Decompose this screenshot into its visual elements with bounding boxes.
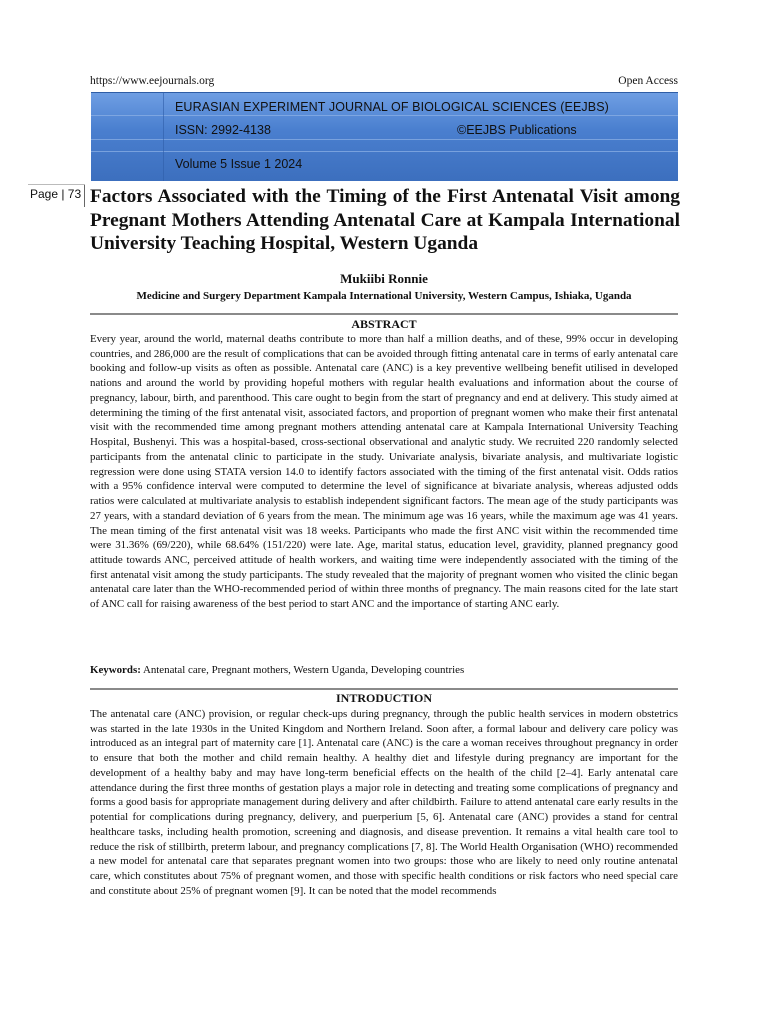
publisher: ©EEJBS Publications (457, 123, 577, 137)
journal-banner (91, 92, 678, 181)
section-rule (90, 313, 678, 315)
abstract-heading: ABSTRACT (351, 317, 417, 331)
running-header (90, 75, 678, 91)
keywords-label: Keywords: (90, 664, 141, 676)
issn: ISSN: 2992-4138 (175, 123, 271, 137)
abstract-text: Every year, around the world, maternal deaths contribute to more than half a million deaths, and of these, 99% occur in developing countries, and 286,000 are the result of complications that can be avoided through fitting antenatal care in terms of early antenatal care booking and follow-up visits as often as possible. Antenatal care (ANC) is a key preventive wellbeing benefit utilised in developed nations and around the world by providing hopeful mothers with regular health evaluations and information about the course of pregnancy, labour, birth, and parenthood. This care ought to begin from the start of pregnancy and end at delivery. This study aimed at determining the timing of the first antenatal visit, associated factors, and proportion of pregnant women who make their first antenatal visit with the recommended time among pregnant mothers attending antenatal care at Kampala International University Teaching Hospital, Bushenyi. This was a hospital-based, cross-sectional observational and analytic study. We recruited 220 randomly selected participants from the antenatal clinic to participate in the study. Univariate analysis, bivariate analysis, and multivariate logistic regression were done using STATA version 14.0 to identify factors associated with the timing of the first antenatal visit. Odds ratios with a 95% confidence interval were computed to determine the level of significance at bivariate analysis, whereas adjusted odds ratios were calculated at multivariate analysis to establish independent significant factors. The mean age of the study participants was 27 years, with a standard deviation of 6 years from the mean. The minimum age was 16 years, while the maximum age was 41 years. The mean timing of the first antenatal visit was 18 weeks. Participants who made the first ANC visit within the recommended time were 31.36% (69/220), while 68.64% (151/220) were late. Age, marital status, education level, gravidity, planned pregnancy good attitude towards ANC, perceived attitude of health workers, and waiting time were independently associated with the timing of the first antenatal visit among the study participants. The study revealed that the majority of pregnant women who visited the clinic began antenatal care later than the WHO-recommended period of within three months of pregnancy. The main reasons cited for the late start of ANC call for raising awareness of the best period to start ANC and the importance of starting ANC early. (90, 333, 678, 611)
introduction-heading: INTRODUCTION (335, 691, 432, 705)
volume-issue: Volume 5 Issue 1 2024 (175, 157, 303, 171)
page-number: Page | 73 (30, 187, 82, 201)
keywords (90, 663, 678, 677)
section-rule (90, 688, 678, 690)
keywords-list: Antenatal care, Pregnant mothers, Western Uganda, Developing countries (142, 664, 465, 676)
introduction-text: The antenatal care (ANC) provision, or regular check-ups during pregnancy, through the public health services in modern obstetrics was started in the late 1930s in the United Kingdom and Northern Ireland. Soon after, a formal labour and delivery care policy was introduced as an integral part of maternity care [1]. Antenatal care (ANC) is the care a woman receives throughout pregnancy in order to ensure that both the mother and child remain healthy. A healthy diet and lifestyle during pregnancy are important for the development of a healthy baby and may have long-term beneficial effects on the health of the child [2–4]. Early antenatal care attendance during the first three months of gestation plays a major role in detecting and treating some complications of pregnancy and forms a good basis for appropriate management during delivery and after childbirth. Failure to attend antenatal care early results in the potential for complications during pregnancy, delivery, and puerperium [5, 6]. Antenatal care (ANC) provides a stand for central healthcare tasks, including health promotion, screening and diagnosis, and disease prevention. It remains a vital health care tool to reduce the risk of stillbirth, preterm labour, and pregnancy complications [7, 8]. The World Health Organisation (WHO) recommended a new model for antenatal care that separates pregnant women into two groups: those who are likely to need only routine antenatal care, which constitutes about 75% of pregnant women, and those with specific health conditions or risk factors who need special care and constitute about 25% of pregnant women [9]. It can be noted that the model recommends (90, 708, 678, 897)
page-divider (84, 185, 85, 207)
page-number-label (28, 184, 85, 205)
open-access-label: Open Access (618, 75, 678, 87)
journal-url[interactable]: https://www.eejournals.org (90, 75, 215, 87)
journal-name: EURASIAN EXPERIMENT JOURNAL OF BIOLOGICAL SCIENCES (EEJBS) (175, 100, 609, 114)
article-title: Factors Associated with the Timing of the First Antenatal Visit among Pregnant Mothers Attending Antenatal Care at Kampala International University Teaching Hospital, Western Uganda (90, 186, 680, 254)
author-affiliation: Medicine and Surgery Department Kampala International University, Western Campus, Ishiaka, Uganda (136, 290, 632, 302)
author-name: Mukiibi Ronnie (340, 271, 428, 286)
